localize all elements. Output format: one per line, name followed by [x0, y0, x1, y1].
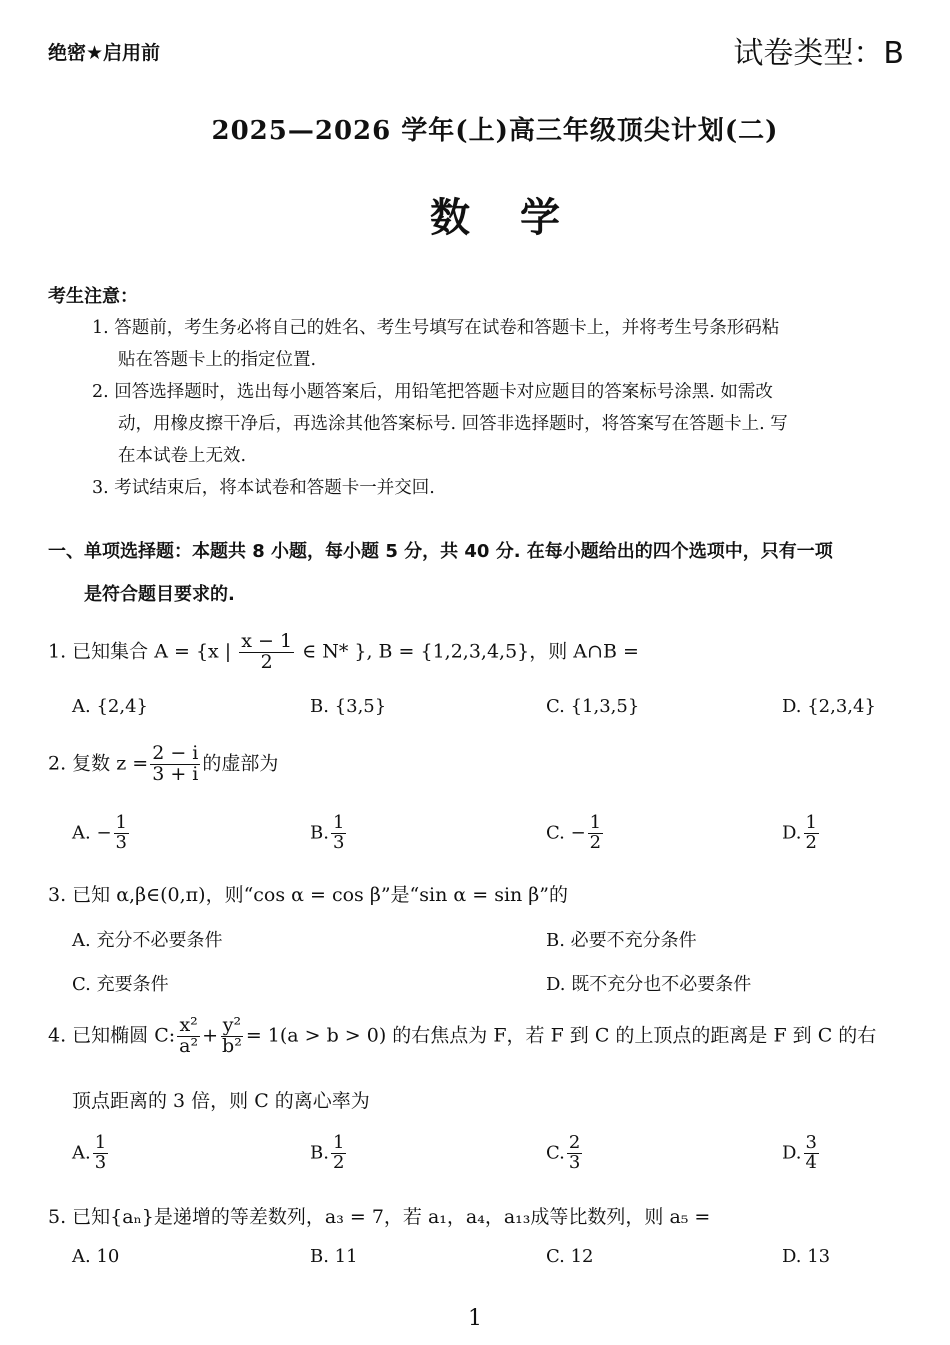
- notice-line: 2. 回答选择题时，选出每小题答案后，用铅笔把答题卡对应题目的答案标号涂黑. 如需改: [92, 382, 773, 402]
- q1-option-d: D. {2,3,4}: [782, 696, 876, 717]
- q1-suffix: , B = {1,2,3,4,5}，则 A∩B =: [366, 640, 639, 663]
- q4-a-num: 1: [94, 1132, 107, 1153]
- question-1: [48, 632, 639, 673]
- notice-line: 动，用橡皮擦干净后，再选涂其他答案标号. 回答非选择题时，将答案写在答题卡上. 写: [118, 414, 788, 434]
- q1-set-close: ∈ N* }: [302, 640, 367, 663]
- q3-option-c: C. 充要条件: [72, 974, 169, 995]
- notice-line: 1. 答题前，考生务必将自己的姓名、考生号填写在试卷和答题卡上，并将考生号条形码粘: [92, 318, 780, 338]
- q4-option-c: [546, 1134, 584, 1173]
- q5-option-c: C. 12: [546, 1246, 594, 1267]
- q2-b-num: 1: [332, 812, 345, 833]
- q1-option-c: C. {1,3,5}: [546, 696, 640, 717]
- q4-c-den: 3: [568, 1151, 581, 1173]
- q4-f1-num: x²: [179, 1014, 198, 1036]
- q4-plus: +: [202, 1024, 219, 1047]
- q2-c-num: 1: [589, 812, 602, 833]
- q4-d-fraction: [804, 1134, 819, 1173]
- q2-a-fraction: [114, 814, 129, 853]
- q2-frac-den: 3 + i: [152, 762, 199, 785]
- q4-c-num: 2: [568, 1132, 581, 1153]
- confidential-label: 绝密★启用前: [48, 42, 161, 64]
- page-number: 1: [468, 1306, 482, 1331]
- q4-f2-den: b²: [222, 1034, 242, 1057]
- q3-option-a: A. 充分不必要条件: [72, 930, 223, 951]
- notice-line: 3. 考试结束后，将本试卷和答题卡一并交回.: [92, 478, 435, 498]
- q1-frac-den: 2: [260, 650, 273, 673]
- q4-fraction-x: [177, 1016, 200, 1057]
- q2-b-fraction: [331, 814, 346, 853]
- q1-fraction: [239, 632, 294, 673]
- q4-b-den: 2: [332, 1151, 345, 1173]
- q2-b-den: 3: [332, 831, 345, 853]
- q2-prefix: 2. 复数 z =: [48, 752, 149, 775]
- q3-option-b: B. 必要不充分条件: [546, 930, 697, 951]
- q4-option-d: [782, 1134, 821, 1173]
- q2-d-fraction: [804, 814, 819, 853]
- q4-b-num: 1: [332, 1132, 345, 1153]
- q4-fraction-y: [220, 1016, 244, 1057]
- q4-a-den: 3: [94, 1151, 107, 1173]
- q4-d-label: D.: [782, 1142, 802, 1164]
- question-3: 3. 已知 α,β∈(0,π)，则“cos α = cos β”是“sin α = sin β”的: [48, 884, 568, 906]
- subject-title: 数学: [430, 194, 610, 241]
- q2-d-den: 2: [805, 831, 817, 853]
- q4-f1-den: a²: [179, 1034, 199, 1057]
- notice-line: 在本试卷上无效.: [118, 446, 247, 466]
- q4-a-fraction: [93, 1134, 108, 1173]
- q2-a-num: 1: [115, 812, 127, 833]
- q4-prefix: 4. 已知椭圆 C:: [48, 1024, 176, 1047]
- q2-suffix: 的虚部为: [202, 752, 279, 775]
- q4-d-num: 3: [805, 1132, 817, 1153]
- q2-d-num: 1: [805, 812, 817, 833]
- question-5: 5. 已知{aₙ}是递增的等差数列，a₃ = 7，若 a₁，a₄，a₁₃成等比数列，则 a₅ =: [48, 1206, 711, 1228]
- notice-heading: 考生注意：: [48, 286, 138, 307]
- q2-a-den: 3: [115, 831, 127, 853]
- exam-title: 2025—2026 学年(上)高三年级顶尖计划(二): [211, 116, 779, 146]
- q2-d-label: D.: [782, 822, 802, 844]
- q4-option-b: [310, 1134, 348, 1173]
- q2-a-label: A. −: [72, 822, 112, 844]
- q2-option-b: [310, 814, 348, 853]
- q2-c-den: 2: [589, 831, 602, 853]
- paper-type-label: 试卷类型：B: [733, 36, 904, 71]
- q4-b-label: B.: [310, 1142, 329, 1164]
- q2-option-c: [546, 814, 605, 853]
- q5-option-d: D. 13: [782, 1246, 831, 1267]
- question-4: [48, 1016, 876, 1057]
- section-heading-cont: 是符合题目要求的.: [84, 584, 235, 605]
- q2-frac-num: 2 − i: [152, 742, 199, 764]
- q1-set-open: {x |: [195, 640, 232, 663]
- q4-b-fraction: [331, 1134, 346, 1173]
- q2-fraction: [150, 744, 200, 785]
- q2-option-d: [782, 814, 821, 853]
- q5-option-b: B. 11: [310, 1246, 358, 1267]
- q1-option-b: B. {3,5}: [310, 696, 387, 717]
- q4-a-label: A.: [72, 1142, 91, 1164]
- q3-option-d: D. 既不充分也不必要条件: [546, 974, 752, 995]
- q1-frac-num: x − 1: [241, 630, 293, 652]
- q2-c-label: C. −: [546, 822, 586, 844]
- q4-option-a: [72, 1134, 110, 1173]
- section-heading: 一、单项选择题：本题共 8 小题，每小题 5 分，共 40 分. 在每小题给出的四个选项中，只有一项: [48, 541, 833, 562]
- q2-b-label: B.: [310, 822, 329, 844]
- q2-c-fraction: [588, 814, 603, 853]
- notice-line: 贴在答题卡上的指定位置.: [118, 350, 317, 370]
- q4-c-fraction: [567, 1134, 582, 1173]
- q1-option-a: A. {2,4}: [72, 696, 148, 717]
- q2-option-a: [72, 814, 131, 853]
- q4-suffix: = 1(a > b > 0) 的右焦点为 F，若 F 到 C 的上顶点的距离是 F 到 C 的右: [245, 1024, 877, 1047]
- question-2: [48, 744, 278, 785]
- q5-option-a: A. 10: [72, 1246, 120, 1267]
- q4-c-label: C.: [546, 1142, 565, 1164]
- q4-f2-num: y²: [222, 1014, 242, 1036]
- question-4-cont: 顶点距离的 3 倍，则 C 的离心率为: [72, 1090, 370, 1112]
- q4-d-den: 4: [805, 1151, 817, 1173]
- q1-prefix: 1. 已知集合 A =: [48, 640, 196, 663]
